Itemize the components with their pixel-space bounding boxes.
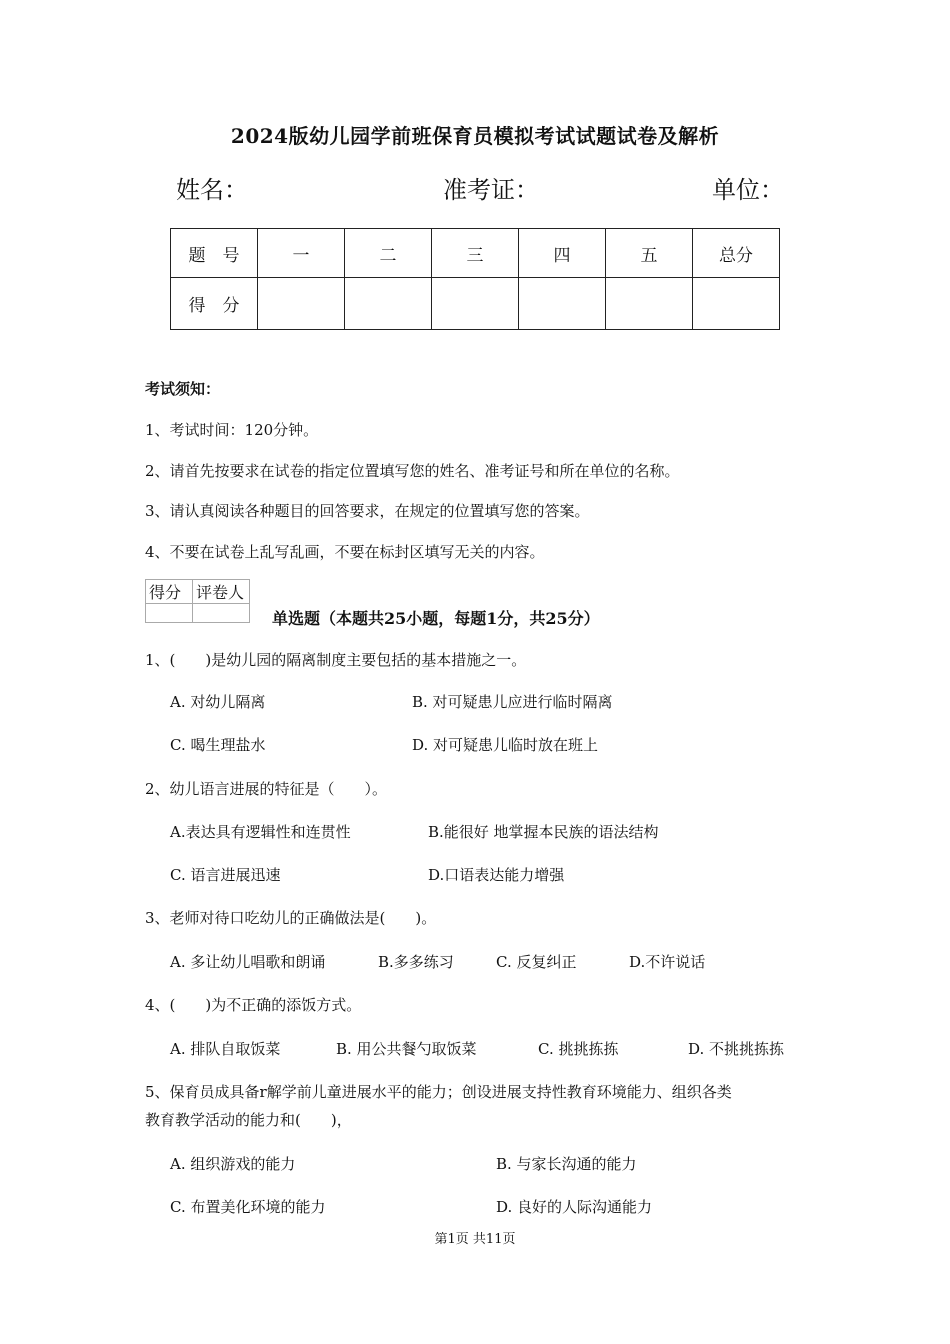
unit-field-label: 单位： — [712, 176, 784, 204]
question-option: D. 良好的人际沟通能力 — [496, 1198, 653, 1216]
question-option: B.能很好 地掌握本民族的语法结构 — [428, 823, 659, 841]
question-option: B. 与家长沟通的能力 — [496, 1155, 637, 1173]
score-cell-total: 总分 — [693, 229, 780, 278]
score-cell-label: 题 号 — [171, 229, 258, 278]
score-cell-3: 三 — [432, 229, 519, 278]
score-input-2[interactable] — [345, 278, 432, 330]
notice-item: 3、请认真阅读各种题目的回答要求，在规定的位置填写您的答案。 — [145, 502, 590, 520]
score-input-5[interactable] — [606, 278, 693, 330]
score-input-3[interactable] — [432, 278, 519, 330]
question-option: D. 对可疑患儿临时放在班上 — [412, 736, 599, 754]
grader-score-input[interactable] — [146, 604, 193, 623]
score-input-total[interactable] — [693, 278, 780, 330]
question-stem: 3、老师对待口吃幼儿的正确做法是( )。 — [145, 909, 437, 927]
section-title: 单选题（本题共25小题，每题1分，共25分） — [272, 609, 600, 628]
notice-item: 2、请首先按要求在试卷的指定位置填写您的姓名、准考证号和所在单位的名称。 — [145, 462, 680, 480]
question-option: C. 喝生理盐水 — [170, 736, 266, 754]
question-stem: 5、保育员成具备r解学前儿童进展水平的能力；创设进展支持性教育环境能力、组织各类 — [145, 1083, 732, 1101]
question-stem-continued: 教育教学活动的能力和( )， — [145, 1111, 352, 1129]
question-option: A. 对幼儿隔离 — [170, 693, 266, 711]
grader-reviewer-label: 评卷人 — [193, 580, 250, 604]
question-option: A. 排队自取饭菜 — [170, 1040, 281, 1058]
question-option: B. 对可疑患儿应进行临时隔离 — [412, 693, 613, 711]
question-option: C. 反复纠正 — [496, 953, 577, 971]
name-field-label: 姓名： — [176, 176, 248, 204]
score-cell-4: 四 — [519, 229, 606, 278]
question-stem: 1、( )是幼儿园的隔离制度主要包括的基本措施之一。 — [145, 651, 527, 669]
question-option: A. 组织游戏的能力 — [170, 1155, 296, 1173]
question-stem: 4、( )为不正确的添饭方式。 — [145, 996, 362, 1014]
question-option: D.口语表达能力增强 — [428, 866, 565, 884]
question-option: A.表达具有逻辑性和连贯性 — [170, 823, 351, 841]
notice-heading: 考试须知： — [145, 380, 221, 398]
question-option: A. 多让幼儿唱歌和朗诵 — [170, 953, 326, 971]
grader-box — [145, 579, 250, 623]
score-row-label: 得 分 — [171, 278, 258, 330]
question-option: C. 挑挑拣拣 — [538, 1040, 619, 1058]
grader-reviewer-input[interactable] — [193, 604, 250, 623]
question-option: D. 不挑挑拣拣 — [688, 1040, 785, 1058]
score-input-4[interactable] — [519, 278, 606, 330]
question-stem: 2、幼儿语言进展的特征是（ ）。 — [145, 780, 388, 798]
document-title: 2024版幼儿园学前班保育员模拟考试试题试卷及解析 — [230, 124, 720, 148]
question-option: B. 用公共餐勺取饭菜 — [336, 1040, 477, 1058]
score-input-1[interactable] — [258, 278, 345, 330]
page-footer: 第1页 共11页 — [434, 1232, 516, 1247]
score-cell-1: 一 — [258, 229, 345, 278]
exam-id-field-label: 准考证： — [443, 176, 539, 204]
notice-item: 4、不要在试卷上乱写乱画，不要在标封区填写无关的内容。 — [145, 543, 545, 561]
score-table-score-row — [171, 278, 780, 330]
notice-item: 1、考试时间：120分钟。 — [145, 421, 319, 439]
score-cell-5: 五 — [606, 229, 693, 278]
score-table — [170, 228, 780, 330]
score-cell-2: 二 — [345, 229, 432, 278]
question-option: C. 语言进展迅速 — [170, 866, 281, 884]
question-option: D.不许说话 — [629, 953, 706, 971]
grader-score-label: 得分 — [146, 580, 193, 604]
question-option: C. 布置美化环境的能力 — [170, 1198, 326, 1216]
score-table-header-row — [171, 229, 780, 278]
question-option: B.多多练习 — [378, 953, 454, 971]
